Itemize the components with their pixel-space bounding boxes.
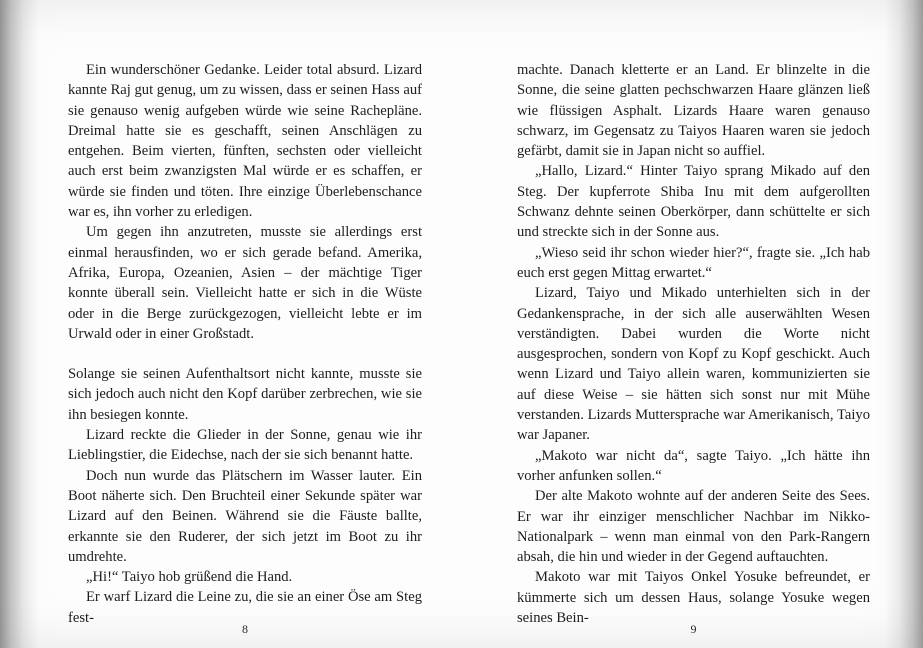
paragraph: Ein wunderschöner Gedanke. Leider total absurd. Lizard kannte Raj gut genug, um zu wissen, dass er seinen Hass auf sie genauso wenig aufgeben würde wie seine Rachepläne. Dreimal hatte sie es geschafft, seinen Anschlägen zu entgehen. Beim vierten, fünften, sechsten oder vielleicht auch erst beim zwanzigsten Mal würde er es schaffen, er würde sie finden und töten. Ihre einzige Überlebenschance war es, ihn vorher zu erledigen.	[68, 62, 422, 221]
paragraph: machte. Danach kletterte er an Land. Er blinzelte in die Sonne, die seine glatten pechschwarzen Haare glänzen ließ wie flüssigen Asphalt. Lizards Haare waren genauso schwarz, im Gegensatz zu Taiyos Haaren waren sie jedoch gefärbt, damit sie in Japan nicht so auffiel.	[517, 62, 870, 160]
page-number-right: 9	[690, 622, 697, 636]
paragraph: Lizard reckte die Glieder in der Sonne, genau wie ihr Lieblingstier, die Eidechse, nach der sie sich benannt hatte.	[68, 427, 422, 464]
paragraph: Lizard, Taiyo und Mikado unterhielten sich in der Gedankensprache, in der sich alle auserwählten Wesen verständigten. Dabei wurden die Worte nicht ausgesprochen, sondern von Kopf zu Kopf geschickt. Auch wenn Lizard und Taiyo allein waren, kommunizierten sie auf diese Weise – sie hätten sich sonst nur mit Mühe verstanden. Lizards Muttersprache war Amerikanisch, Taiyo war Japaner.	[517, 285, 870, 444]
paragraph: „Wieso seid ihr schon wieder hier?“, fragte sie. „Ich hab euch erst gegen Mittag erwartet.“	[517, 244, 870, 281]
paragraph: „Hallo, Lizard.“ Hinter Taiyo sprang Mikado auf den Steg. Der kupferrote Shiba Inu mit dem aufgerollten Schwanz dehnte seinen Oberkörper, dann schüttelte er sich und streckte sich in der Sonne aus.	[517, 163, 870, 241]
paragraph: Makoto war mit Taiyos Onkel Yosuke befreundet, er kümmerte sich um dessen Haus, solange Yosuke wegen seines Bein-	[517, 569, 870, 627]
paragraph: Solange sie seinen Aufenthaltsort nicht kannte, musste sie sich jedoch auch nicht den Kopf darüber zerbrechen, wie sie ihn besiegen konnte.	[68, 366, 422, 423]
page-left	[68, 60, 422, 648]
scan-shadow-left	[0, 0, 38, 648]
scan-shadow-right	[885, 0, 923, 648]
page-right-text-column	[517, 60, 870, 628]
paragraph: „Hi!“ Taiyo hob grüßend die Hand.	[86, 569, 293, 586]
page-number-left: 8	[242, 622, 248, 636]
paragraph: Um gegen ihn anzutreten, musste sie allerdings erst einmal herausfinden, wo er sich gerade befand. Amerika, Afrika, Europa, Ozeanien, Asien – der mächtige Tiger konnte überall sein. Vielleicht hatte er sich in die Wüste oder in die Berge zurückgezogen, vielleicht lebte er im Urwald oder in einer Großstadt.	[68, 224, 422, 342]
paragraph: Doch nun wurde das Plätschern im Wasser lauter. Ein Boot näherte sich. Den Bruchteil einer Sekunde später war Lizard auf den Beinen. Während sie die Fäuste ballte, erkannte sie den Ruderer, der sich jetzt im Boot zu ihr umdrehte.	[68, 467, 422, 565]
paragraph: „Makoto war nicht da“, sagte Taiyo. „Ich hätte ihn vorher anfunken sollen.“	[517, 447, 870, 484]
page-left-text-column	[68, 60, 422, 628]
paragraph: Der alte Makoto wohnte auf der anderen Seite des Sees. Er war ihr einziger menschlicher Nachbar im Nikko-Nationalpark – wenn man einmal von den Park-Rangern absah, die hin und wieder in der Gegend auftauchten.	[517, 488, 870, 566]
paragraph: Er warf Lizard die Leine zu, die sie an einer Öse am Steg fest-	[68, 589, 422, 626]
page-right	[517, 60, 870, 648]
